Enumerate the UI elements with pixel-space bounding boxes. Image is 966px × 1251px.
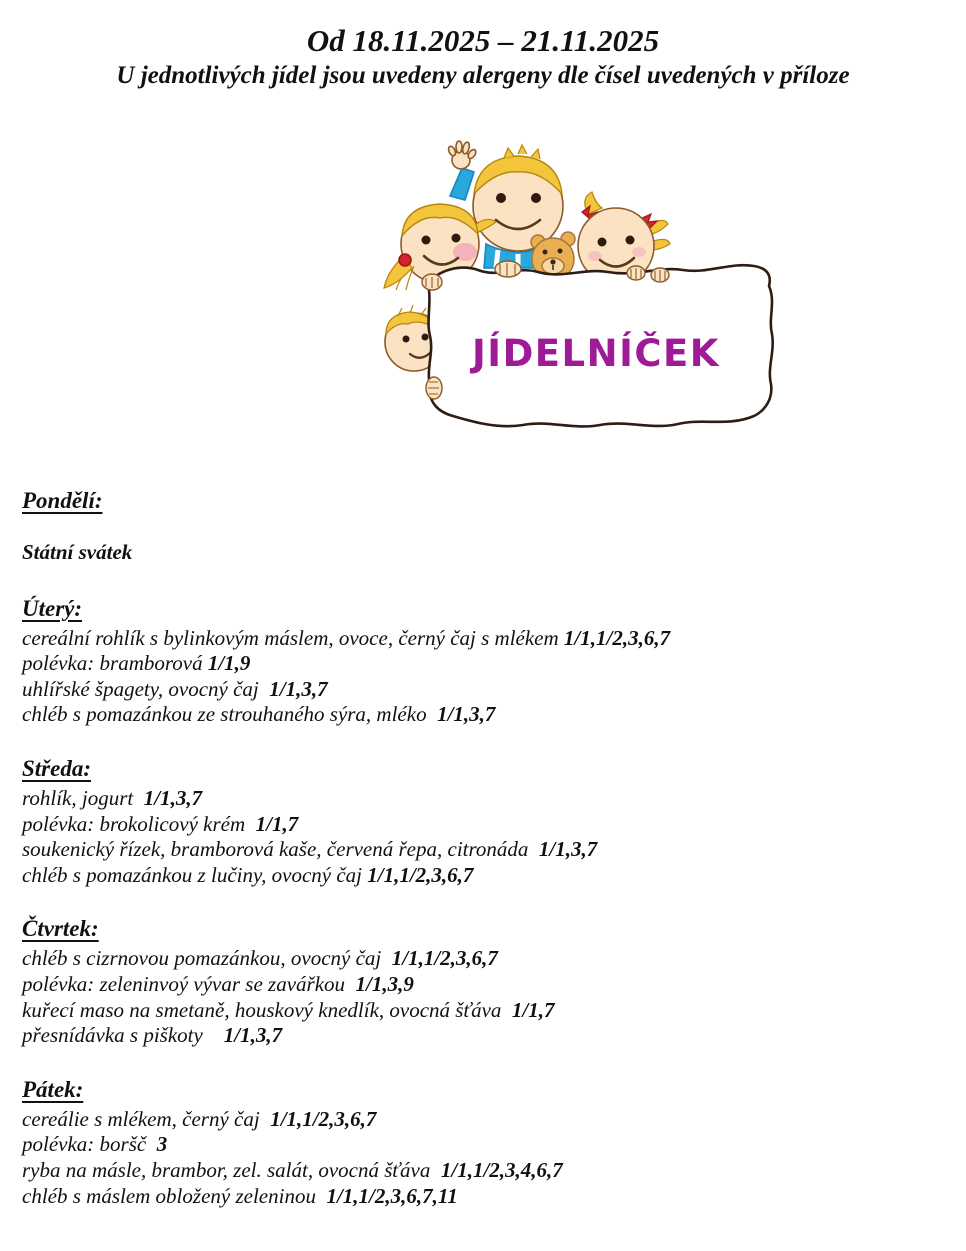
menu-sign <box>428 265 773 426</box>
dish-text: přesnídávka s piškoty <box>22 1023 224 1048</box>
dish-text: Státní svátek <box>22 540 133 564</box>
dish-text: rohlík, jogurt <box>22 785 144 810</box>
day-lines <box>22 626 946 728</box>
allergen-codes: 1/1,1/2,3,6,7 <box>270 1106 377 1131</box>
allergen-codes: 1/1,1/2,3,6,7,11 <box>326 1183 458 1208</box>
menu-line <box>22 946 946 972</box>
menu-line <box>22 998 946 1024</box>
allergen-codes: 1/1,3,9 <box>355 971 414 996</box>
menu-line <box>22 972 946 998</box>
day-lines <box>22 946 946 1048</box>
day-heading: Úterý: <box>22 595 83 621</box>
day-section <box>22 1077 946 1209</box>
jidelnicek-label: JÍDELNÍČEK <box>472 332 720 375</box>
allergen-codes: 1/1,7 <box>511 997 555 1022</box>
day-lines <box>22 786 946 888</box>
dish-text: chléb s pomazánkou z lučiny, ovocný čaj <box>22 862 368 887</box>
menu-line <box>22 626 946 652</box>
day-heading: Středa: <box>22 755 91 781</box>
allergen-codes: 1/1,1/2,3,6,7 <box>367 862 474 887</box>
dish-text: soukenický řízek, bramborová kaše, červená řepa, citronáda <box>22 837 539 862</box>
menu-line <box>22 837 946 863</box>
dish-text: chléb s cizrnovou pomazánkou, ovocný čaj <box>22 946 392 971</box>
menu-line <box>22 1107 946 1133</box>
menu-line <box>22 540 946 566</box>
dish-text: polévka: bramborová <box>22 651 208 676</box>
menu-line <box>22 812 946 838</box>
menu-line <box>22 863 946 889</box>
dish-text: cereálie s mlékem, černý čaj <box>22 1106 271 1131</box>
allergen-note-subtitle: U jednotlivých jídel jsou uvedeny alergeny dle čísel uvedených v příloze <box>116 62 850 89</box>
dish-text: ryba na másle, brambor, zel. salát, ovocná šťáva <box>22 1157 441 1182</box>
allergen-codes: 1/1,3,7 <box>538 837 598 862</box>
day-lines <box>22 540 946 566</box>
dish-text: polévka: zeleninvoý vývar se zavářkou <box>22 971 356 996</box>
document-header <box>0 22 966 92</box>
menu-line <box>22 677 946 703</box>
day-section <box>22 916 946 1048</box>
dish-text: chléb s máslem obložený zeleninou <box>22 1183 327 1208</box>
dish-text: polévka: brokolicový krém <box>22 811 256 836</box>
menu-line <box>22 1184 946 1210</box>
date-range-title: Od 18.11.2025 – 21.11.2025 <box>306 23 660 58</box>
day-heading: Pátek: <box>22 1076 84 1102</box>
day-heading: Čtvrtek: <box>22 916 99 942</box>
allergen-codes: 1/1,3,7 <box>269 676 328 701</box>
allergen-codes: 1/1,3,7 <box>143 785 203 810</box>
allergen-codes: 1/1,1/2,3,6,7 <box>391 946 498 971</box>
allergen-codes: 1/1,1/2,3,6,7 <box>563 625 671 650</box>
allergen-codes: 1/1,3,7 <box>223 1023 283 1048</box>
day-section <box>22 756 946 888</box>
children-banner-illustration <box>368 132 808 438</box>
menu-line <box>22 786 946 812</box>
allergen-codes: 3 <box>156 1132 168 1157</box>
allergen-codes: 1/1,3,7 <box>437 702 496 727</box>
menu-line <box>22 1023 946 1049</box>
allergen-codes: 1/1,1/2,3,4,6,7 <box>440 1157 563 1182</box>
dish-text: kuřecí maso na smetaně, houskový knedlík, ovocná šťáva <box>22 997 512 1022</box>
dish-text: chléb s pomazánkou ze strouhaného sýra, mléko <box>22 702 438 727</box>
banner-svg <box>368 132 808 438</box>
menu-line <box>22 651 946 677</box>
allergen-codes: 1/1,7 <box>255 811 299 836</box>
day-lines <box>22 1107 946 1209</box>
menu-line <box>22 1132 946 1158</box>
menu-line <box>22 1158 946 1184</box>
dish-text: cereální rohlík s bylinkovým máslem, ovoce, černý čaj s mlékem <box>22 625 564 650</box>
allergen-codes: 1/1,9 <box>207 651 251 676</box>
day-section <box>22 596 946 728</box>
dish-text: uhlířské špagety, ovocný čaj <box>22 676 270 701</box>
day-section <box>22 488 946 566</box>
waving-hand-icon <box>447 141 477 169</box>
menu-line <box>22 702 946 728</box>
weekly-menu <box>22 488 946 1237</box>
dish-text: polévka: boršč <box>22 1132 157 1157</box>
day-heading: Pondělí: <box>22 488 103 513</box>
